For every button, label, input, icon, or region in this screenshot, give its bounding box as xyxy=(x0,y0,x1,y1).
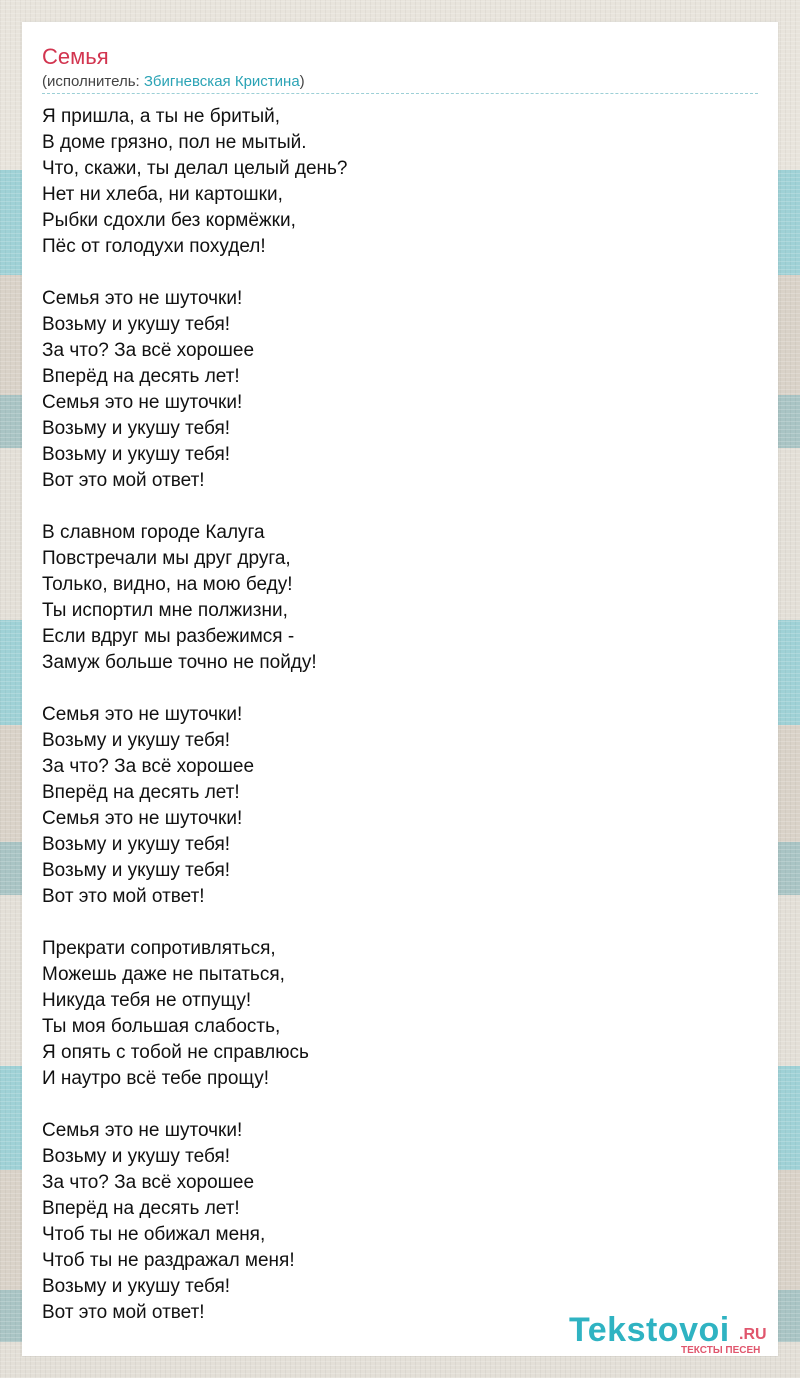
lyric-line: Семья это не шуточки! xyxy=(42,808,243,829)
lyric-line: В славном городе Калуга xyxy=(42,522,265,543)
logo-wordmark: Tekstovoi xyxy=(569,1311,730,1349)
lyric-line: Вперёд на десять лет! xyxy=(42,1198,240,1219)
lyric-line: Повстречали мы друг друга, xyxy=(42,548,291,569)
lyric-line: Прекрати сопротивляться, xyxy=(42,938,276,959)
lyric-line: Я пришла, а ты не бритый, xyxy=(42,106,281,127)
stanza-gap xyxy=(42,494,742,520)
lyrics-card xyxy=(22,22,778,1356)
lyric-line: Замуж больше точно не пойду! xyxy=(42,652,317,673)
lyric-line: Вперёд на десять лет! xyxy=(42,366,240,387)
lyric-line: Ты испортил мне полжизни, xyxy=(42,600,288,621)
lyric-line: Чтоб ты не обижал меня, xyxy=(42,1224,266,1245)
artist-prefix: (исполнитель: xyxy=(42,73,144,90)
lyric-line: Возьму и укушу тебя! xyxy=(42,314,231,335)
artist-link[interactable]: Збигневская Кристина xyxy=(143,73,300,90)
lyric-line: Можешь даже не пытаться, xyxy=(42,964,285,985)
song-title: Семья xyxy=(42,44,109,69)
lyric-line: Если вдруг мы разбежимся - xyxy=(42,626,295,647)
lyric-line: Возьму и укушу тебя! xyxy=(42,730,231,751)
lyric-line: Возьму и укушу тебя! xyxy=(42,860,231,881)
stanza-gap xyxy=(42,260,742,286)
lyric-line: Вот это мой ответ! xyxy=(42,1302,205,1323)
lyric-line: Семья это не шуточки! xyxy=(42,288,243,309)
lyric-line: В доме грязно, пол не мытый. xyxy=(42,132,307,153)
lyric-line: Ты моя большая слабость, xyxy=(42,1016,281,1037)
lyric-line: Возьму и укушу тебя! xyxy=(42,444,231,465)
site-logo[interactable] xyxy=(569,1311,779,1356)
lyrics-body xyxy=(42,104,742,1326)
stanza-gap xyxy=(42,910,742,936)
logo-tagline: ТЕКСТЫ ПЕСЕН xyxy=(681,1345,761,1356)
lyric-line: Семья это не шуточки! xyxy=(42,392,243,413)
lyric-line: Рыбки сдохли без кормёжки, xyxy=(42,210,296,231)
lyric-line: Никуда тебя не отпущу! xyxy=(42,990,252,1011)
artist-suffix: ) xyxy=(299,73,305,90)
lyric-line: Чтоб ты не раздражал меня! xyxy=(42,1250,295,1271)
title-divider xyxy=(42,93,758,94)
lyric-line: Возьму и укушу тебя! xyxy=(42,1276,231,1297)
stanza-gap xyxy=(42,1092,742,1118)
stanza-gap xyxy=(42,676,742,702)
lyric-line: Возьму и укушу тебя! xyxy=(42,1146,231,1167)
lyric-line: Что, скажи, ты делал целый день? xyxy=(42,158,348,179)
lyric-line: За что? За всё хорошее xyxy=(42,340,255,361)
logo-domain: .RU xyxy=(739,1326,767,1343)
lyric-line: И наутро всё тебе прощу! xyxy=(42,1068,270,1089)
lyric-line: Возьму и укушу тебя! xyxy=(42,418,231,439)
artist-line xyxy=(42,73,305,91)
lyric-line: Возьму и укушу тебя! xyxy=(42,834,231,855)
lyric-line: Я опять с тобой не справлюсь xyxy=(42,1042,309,1063)
lyric-line: Семья это не шуточки! xyxy=(42,1120,243,1141)
lyric-line: Вперёд на десять лет! xyxy=(42,782,240,803)
lyric-line: Вот это мой ответ! xyxy=(42,470,205,491)
lyric-line: Семья это не шуточки! xyxy=(42,704,243,725)
lyric-line: Нет ни хлеба, ни картошки, xyxy=(42,184,283,205)
lyric-line: Пёс от голодухи похудел! xyxy=(42,236,266,257)
lyric-line: За что? За всё хорошее xyxy=(42,756,255,777)
lyric-line: Вот это мой ответ! xyxy=(42,886,205,907)
lyric-line: Только, видно, на мою беду! xyxy=(42,574,293,595)
lyric-line: За что? За всё хорошее xyxy=(42,1172,255,1193)
